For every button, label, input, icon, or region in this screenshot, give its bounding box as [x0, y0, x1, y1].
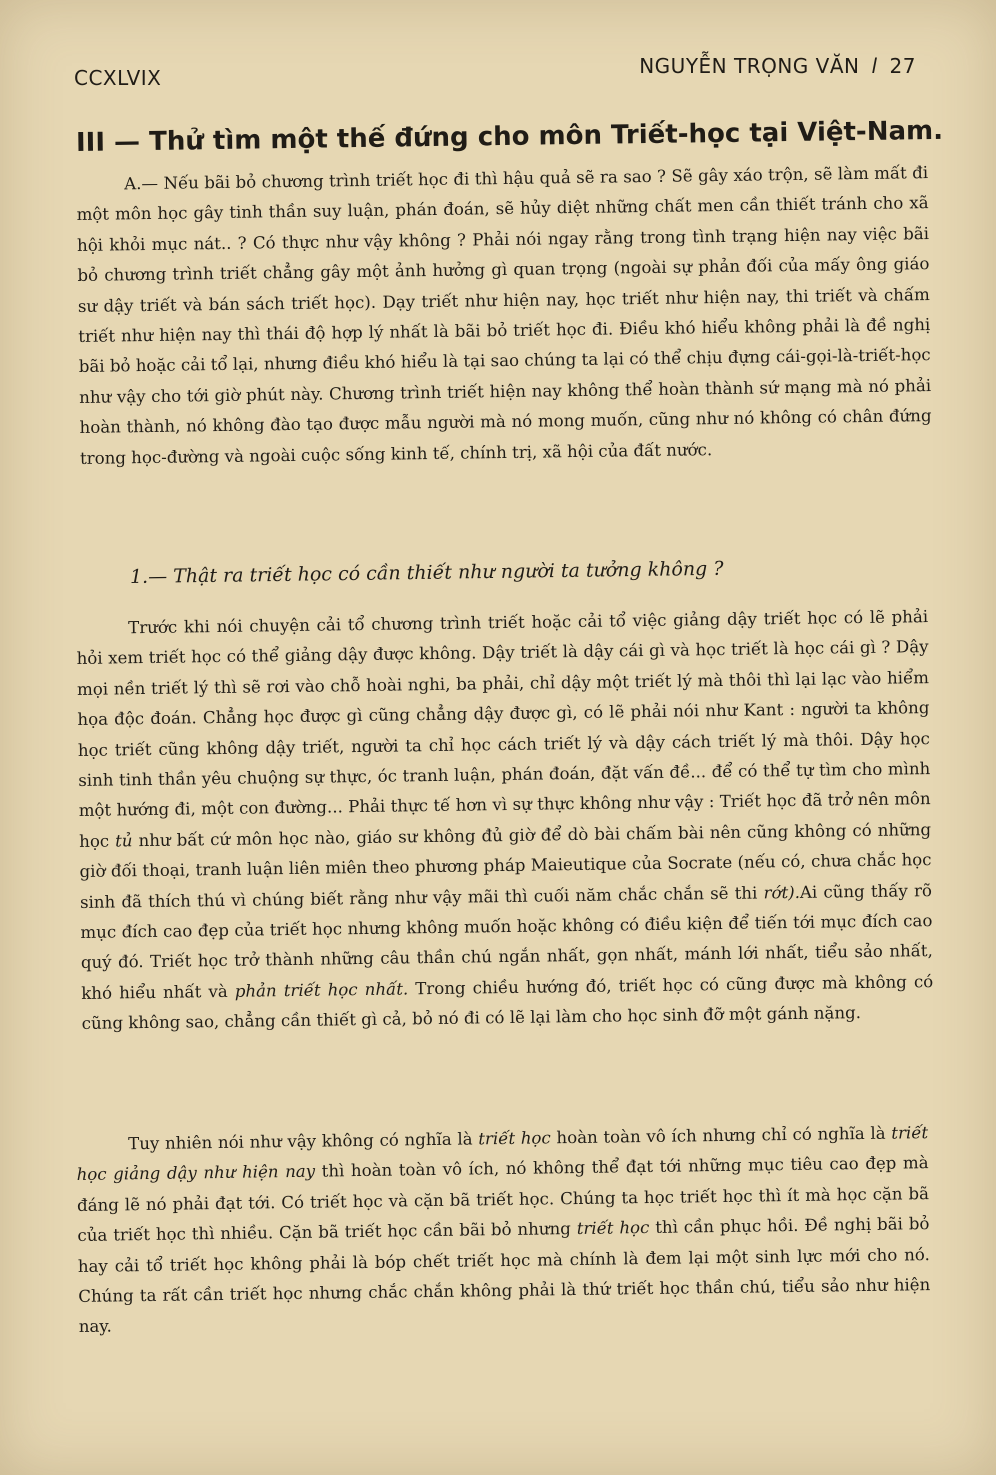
- p1-text-d: Trong chiều hướng đó, triết học có cũng được mà không có cũng không sao, chẳng cần thiết gì cả, bỏ nó đi có lẽ lại làm cho học sinh đỡ một gánh nặng.: [81, 971, 934, 1034]
- p1-text-b: như bất cứ môn học nào, giáo sư không đủ giờ để dò bài chấm bài nên cũng không có những giờ đối thoại, tranh luận liên miên theo phương pháp Maieutique của Socrate (nếu có, chưa chắc học sinh đã thích thú vì chúng biết rằng như vậy mãi thì cuối năm chắc chắn sẽ thi: [79, 819, 932, 912]
- p1-text-c: Ai cũng thấy rõ mục đích cao đẹp của triết học nhưng không muốn hoặc không có điều kiện để tiến tới mục đích cao quý đó. Triết học trở thành những câu thần chú ngắn nhất, gọn nhất, mánh lới nhất, tiểu sảo nhất, khó hiểu nhất và: [80, 880, 933, 1003]
- p2-text-c: thì hoàn toàn vô ích, nó không thể đạt tới những mục tiêu cao đẹp mà đáng lẽ nó phải đạt tới. Có triết học và cặn bã triết học. Chúng ta học triết học thì ít mà học cặn bã của triết học thì nhiều. Cặn bã triết học cần bãi bỏ nhưng: [76, 1153, 930, 1246]
- part-a-paragraph: [76, 158, 932, 474]
- part-a-lead: A.—: [124, 173, 159, 194]
- p1-italic-b: rớt).: [763, 882, 801, 903]
- p2-text-b: hoàn toàn vô ích nhưng chỉ có nghĩa là: [550, 1123, 892, 1148]
- header-separator: l: [871, 54, 878, 78]
- p2-text-d: thì cần phục hồi. Đề nghị bãi bỏ hay cải tổ triết học không phải là bóp chết triết học mà chính là đem lại một sinh lực mới cho nó. Chúng ta rất cần triết học nhưng chắc chắn không phải là thứ triết học thần chú, tiểu sảo như hiện nay.: [77, 1214, 931, 1337]
- section-title: III — Thử tìm một thế đứng cho môn Triết-học tại Việt-Nam.: [75, 115, 944, 158]
- part-a-block: [76, 158, 932, 474]
- author-name: NGUYỄN TRỌNG VĂN: [639, 54, 860, 78]
- p2-italic-b: triết học giảng dậy như hiện nay: [76, 1123, 929, 1185]
- subsection-paragraph-1-block: [76, 602, 934, 1040]
- subsection-heading: 1.— Thật ra triết học có cần thiết như người ta tưởng không ?: [129, 557, 724, 588]
- header-right: [639, 54, 916, 78]
- subsection-paragraph-2: [76, 1118, 931, 1343]
- p2-italic-c: triết học: [576, 1218, 650, 1239]
- subsection-paragraph-1: [76, 602, 934, 1040]
- chapter-numeral: CCXLVIX: [74, 66, 162, 90]
- subsection-paragraph-2-block: [76, 1118, 931, 1343]
- p1-text-a: Trước khi nói chuyện cải tổ chương trình triết hoặc cải tổ việc giảng dậy triết học có lẽ phải hỏi xem triết học có thể giảng dậy được không. Dậy triết là dậy cái gì và học triết là học cái gì ? Dậy mọi nền triết lý thì sẽ rơi vào chỗ hoài nghi, ba phải, chỉ dậy một triết lý mà thôi thì lại lạc vào hiểm họa độc đoán. Chẳng học được gì cũng chẳng dậy được gì, có lẽ phải nói như Kant : người ta không học triết cũng không dậy triết, người ta chỉ học cách triết lý và dậy cách triết lý mà thôi. Dậy học sinh tinh thần yêu chuộng sự thực, óc tranh luận, phán đoán, đặt vấn đề... để có thể tự tìm cho mình một hướng đi, một con đường... Phải thực tế hơn vì sự thực không như vậy : Triết học đã trở nên môn học: [76, 607, 931, 851]
- p1-italic-c: phản triết học nhất.: [234, 979, 409, 1001]
- p2-text-a: Tuy nhiên nói như vậy không có nghĩa là: [128, 1129, 479, 1154]
- part-a-text: Nếu bãi bỏ chương trình triết học đi thì hậu quả sẽ ra sao ? Sẽ gây xáo trộn, sẽ làm mất đi một môn học gây tinh thần suy luận, phán đoán, sẽ hủy diệt những chất men cần thiết tránh cho xã hội khỏi mục nát.. ? Có thực như vậy không ? Phải nói ngay rằng trong tình trạng hiện nay việc bãi bỏ chương trình triết chẳng gây một ảnh hưởng gì quan trọng (ngoài sự phản đối của mấy ông giáo sư dậy triết và bán sách triết học). Dạy triết như hiện nay, học triết như hiện nay, thi triết và chấm triết như hiện nay thì thái độ hợp lý nhất là bãi bỏ triết học đi. Điều khó hiểu không phải là đề nghị bãi bỏ hoặc cải tổ lại, nhưng điều khó hiểu là tại sao chúng ta lại có thể chịu đựng cái-gọi-là-triết-học như vậy cho tới giờ phút này. Chương trình triết hiện nay không thể hoàn thành sứ mạng mà nó phải hoàn thành, nó không đào tạo được mẫu người mà nó mong muốn, cũng như nó không có chân đứng trong học-đường và ngoài cuộc sống kinh tế, chính trị, xã hội của đất nước.: [76, 163, 932, 468]
- page-number: 27: [889, 54, 916, 78]
- p2-italic-a: triết học: [478, 1128, 551, 1149]
- running-header: [74, 54, 916, 90]
- p1-italic-a: tủ: [115, 831, 133, 851]
